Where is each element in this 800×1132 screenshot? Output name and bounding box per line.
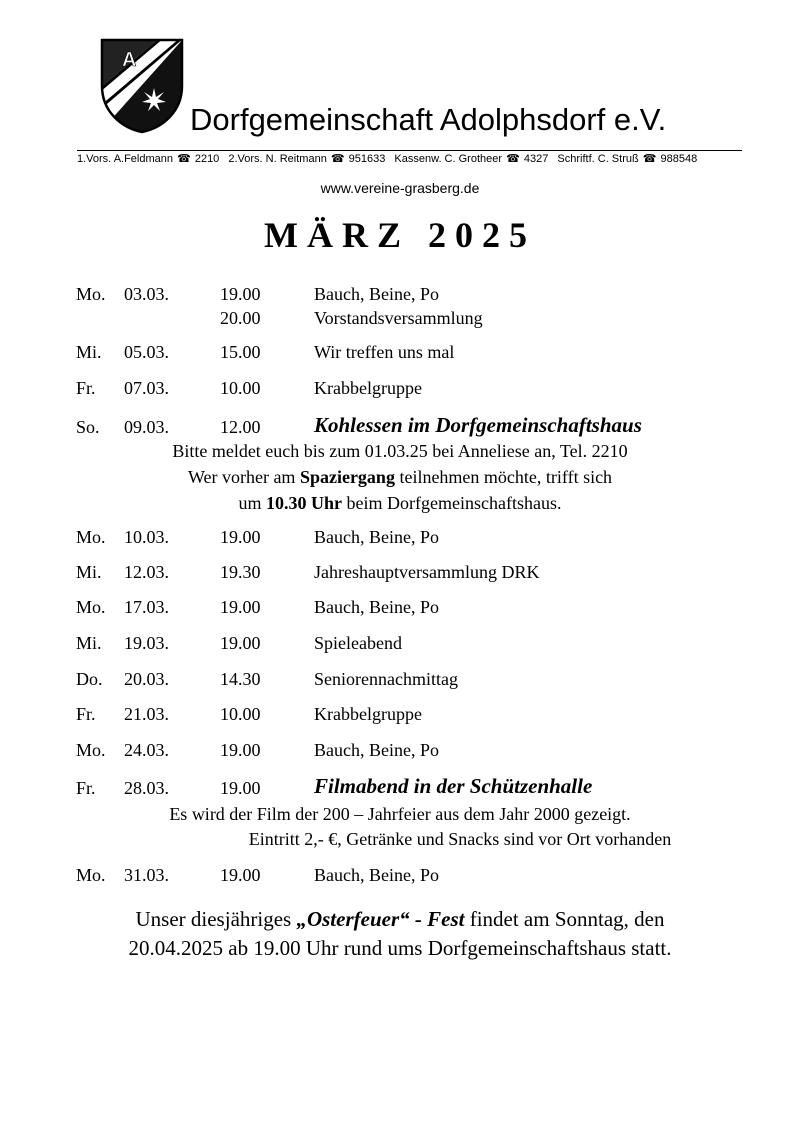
event-title: Bauch, Beine, Po: [314, 865, 439, 885]
event-day: Mi.: [76, 633, 102, 653]
event-time: 20.00: [220, 308, 261, 328]
event-time: 19.00: [220, 740, 261, 760]
event-date: 21.03.: [124, 704, 169, 724]
footer-line-1: Unser diesjähriges „Osterfeuer“ - Fest findet am Sonntag, den: [135, 907, 665, 931]
event-title: Spieleabend: [314, 633, 402, 653]
event-day: Do.: [76, 669, 103, 689]
event-time: 10.00: [220, 378, 261, 398]
event-title: Bauch, Beine, Po: [314, 284, 439, 304]
event-row: [0, 376, 800, 400]
event-time: 14.30: [220, 669, 261, 689]
event-row: [0, 340, 800, 364]
event-title: Bauch, Beine, Po: [314, 597, 439, 617]
event-time: 12.00: [220, 417, 261, 437]
event-title-highlight: Kohlessen im Dorfgemeinschaftshaus: [314, 413, 642, 437]
phone-icon: ☎: [642, 153, 657, 165]
event-title: Jahreshauptversammlung DRK: [314, 562, 540, 582]
event-time: 10.00: [220, 704, 261, 724]
event-date: 28.03.: [124, 778, 169, 798]
event-title: Vorstandsversammlung: [314, 308, 483, 328]
film-note-1: Es wird der Film der 200 – Jahrfeier aus dem Jahr 2000 gezeigt.: [169, 804, 631, 824]
event-row: [0, 282, 800, 306]
event-row: [0, 560, 800, 584]
event-time: 19.00: [220, 527, 261, 547]
event-time: 19.00: [220, 597, 261, 617]
event-date: 19.03.: [124, 633, 169, 653]
organization-name: Dorfgemeinschaft Adolphsdorf e.V.: [190, 102, 667, 137]
event-row: [0, 525, 800, 549]
event-row: [0, 738, 800, 762]
event-date: 31.03.: [124, 865, 169, 885]
event-day: Mi.: [76, 342, 102, 362]
event-row: [0, 702, 800, 726]
coat-of-arms-logo: [100, 38, 184, 134]
event-row-highlight: [0, 415, 800, 439]
event-date: 05.03.: [124, 342, 169, 362]
event-date: 07.03.: [124, 378, 169, 398]
event-time: 19.00: [220, 778, 261, 798]
event-title: Krabbelgruppe: [314, 378, 422, 398]
event-date: 24.03.: [124, 740, 169, 760]
event-day: Mi.: [76, 562, 102, 582]
event-title: Seniorennachmittag: [314, 669, 458, 689]
event-row: [0, 863, 800, 887]
event-time: 15.00: [220, 342, 261, 362]
event-day: Fr.: [76, 378, 96, 398]
kohlessen-note-1: Bitte meldet euch bis zum 01.03.25 bei Anneliese an, Tel. 2210: [172, 441, 628, 461]
website-link[interactable]: www.vereine-grasberg.de: [320, 180, 480, 196]
event-date: 10.03.: [124, 527, 169, 547]
event-row-highlight: [0, 776, 800, 800]
event-row: [0, 595, 800, 619]
board-members-line: [77, 153, 742, 166]
phone-icon: ☎: [330, 153, 345, 165]
footer-line-2: 20.04.2025 ab 19.00 Uhr rund ums Dorfgemeinschaftshaus statt.: [128, 936, 672, 960]
event-time: 19.30: [220, 562, 261, 582]
event-day: Mo.: [76, 865, 106, 885]
event-title: Bauch, Beine, Po: [314, 527, 439, 547]
event-day: Mo.: [76, 284, 106, 304]
event-row: [0, 631, 800, 655]
event-day: Fr.: [76, 704, 96, 724]
logo-letter: A: [122, 49, 137, 71]
film-note-2: Eintritt 2,- €, Getränke und Snacks sind vor Ort vorhanden: [248, 829, 672, 849]
kohlessen-note-2: Wer vorher am Spaziergang teilnehmen möchte, trifft sich: [187, 467, 613, 487]
event-date: 20.03.: [124, 669, 169, 689]
kohlessen-note-3: um 10.30 Uhr beim Dorfgemeinschaftshaus.: [238, 493, 562, 513]
event-date: 03.03.: [124, 284, 169, 304]
event-time: 19.00: [220, 633, 261, 653]
month-title: MÄRZ 2025: [264, 215, 536, 255]
event-row: [0, 306, 800, 330]
header-divider: [77, 150, 742, 151]
event-day: Mo.: [76, 740, 106, 760]
event-title-highlight: Filmabend in der Schützenhalle: [314, 774, 593, 798]
event-day: So.: [76, 417, 100, 437]
board-member: Schriftf. C. Struß ☎ 988548: [557, 153, 698, 165]
event-date: 09.03.: [124, 417, 169, 437]
event-row: [0, 667, 800, 691]
event-day: Fr.: [76, 778, 96, 798]
event-time: 19.00: [220, 284, 261, 304]
event-day: Mo.: [76, 527, 106, 547]
event-date: 17.03.: [124, 597, 169, 617]
phone-icon: ☎: [506, 153, 520, 165]
event-day: Mo.: [76, 597, 106, 617]
board-member: 1.Vors. A.Feldmann ☎ 2210: [77, 153, 220, 165]
event-title: Bauch, Beine, Po: [314, 740, 439, 760]
osterfeuer-highlight: „Osterfeuer“ - Fest: [296, 907, 465, 931]
board-member: Kassenw. C. Grotheer ☎ 4327: [394, 153, 549, 165]
event-time: 19.00: [220, 865, 261, 885]
board-member: 2.Vors. N. Reitmann ☎ 951633: [228, 153, 386, 165]
event-title: Krabbelgruppe: [314, 704, 422, 724]
phone-icon: ☎: [177, 153, 191, 165]
event-title: Wir treffen uns mal: [314, 342, 455, 362]
event-date: 12.03.: [124, 562, 169, 582]
